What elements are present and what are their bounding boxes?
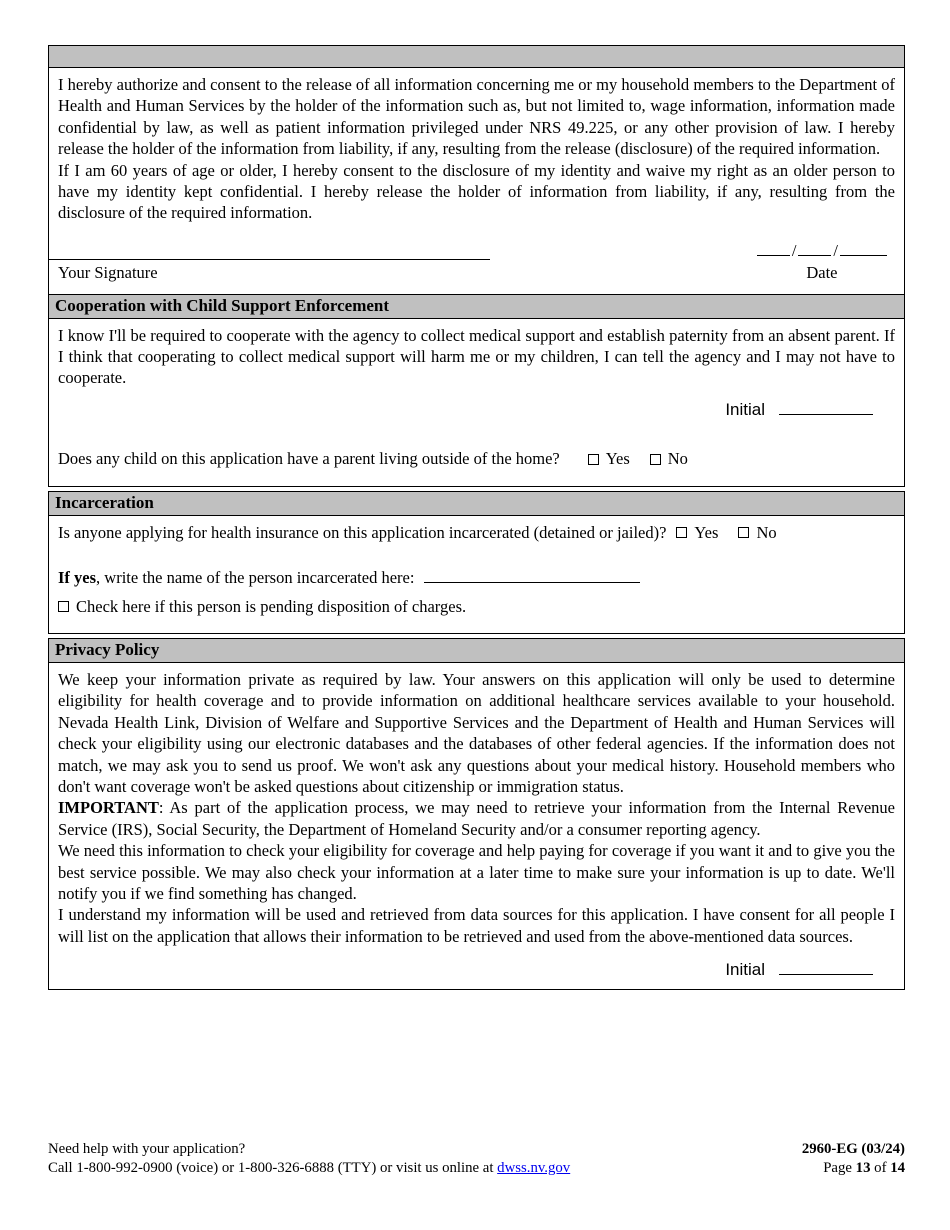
checkbox-no-icon[interactable] [738,527,749,538]
pending-checkbox-label: Check here if this person is pending disposition of charges. [76,596,467,616]
date-slash: / [791,240,797,260]
date-label: Date [806,263,838,283]
if-yes-rest: , write the name of the person incarcerated here: [96,568,415,588]
help-line-1: Need help with your application? [48,1141,246,1157]
signature-date-row [58,240,895,284]
release-paragraph-1: I hereby authorize and consent to the release of all information concerning me or my household members to the Department of Health and Human Services by the holder of the information such as, but not limited to, wage information, information made confidential by law, as well as patient information privileged under NRS 49.225, or any other provision of law. I hereby release the holder of the information from liability, if any, resulting from the release (disclosure) of the required information. [58,75,895,159]
date-day-line[interactable] [798,241,831,256]
form-number: 2960-EG (03/24) [801,1141,905,1157]
initial-row [58,959,895,980]
yes-label: Yes [605,449,630,469]
date-year-line[interactable] [840,241,887,256]
important-bold: IMPORTANT [58,798,159,818]
help-line-2-text: Call 1-800-992-0900 (voice) or 1-800-326-6888 (TTY) or visit us online at [48,1160,498,1176]
incarceration-header: Incarceration [49,492,904,516]
page-current: 13 [855,1160,871,1176]
release-consent-section [48,45,905,295]
signature-line[interactable] [49,259,490,260]
checkbox-yes-icon[interactable] [588,454,599,465]
incarcerated-name-line[interactable] [424,568,640,583]
privacy-paragraph-4: I understand my information will be used and retrieved from data sources for this application. I have consent for all people I will list on the application that allows their information to be retrieved and used from the above-mentioned data sources. [58,905,895,946]
child-support-header: Cooperation with Child Support Enforcement [49,295,904,319]
dwss-link[interactable]: dwss.nv.gov [497,1160,571,1176]
help-line-2 [48,1159,570,1178]
pending-charges-row [58,596,895,617]
page-label: Page [823,1160,856,1176]
child-support-section [48,295,905,487]
child-support-paragraph: I know I'll be required to cooperate with the agency to collect medical support and establish paternity from an absent parent. If I think that cooperating to collect medical support will harm me or my children, I can tell the agency and I may not have to cooperate. [58,325,895,388]
important-rest: : As part of the application process, we may need to retrieve your information from the Internal Revenue Service (IRS), Social Security, the Department of Homeland Security and/or a consumer reporting agency. [58,798,895,839]
signature-label: Your Signature [58,263,158,283]
no-label: No [667,449,688,469]
checkbox-no-icon[interactable] [650,454,661,465]
initial-row [58,399,895,420]
page-total: 14 [890,1160,905,1176]
date-month-line[interactable] [757,241,790,256]
incarceration-section [48,491,905,634]
date-slash: / [833,240,838,260]
form-page [48,45,905,990]
initial-label: Initial [725,960,765,980]
checkbox-yes-icon[interactable] [676,527,687,538]
page-footer [48,1140,905,1178]
no-label: No [756,522,777,542]
initial-line[interactable] [779,960,873,975]
pending-checkbox-icon[interactable] [58,601,69,612]
privacy-paragraph-3: We need this information to check your eligibility for coverage and help paying for coverage if you want it and to give you the best service possible. We may also check your information at a later time to make sure your information is up to date. We'll notify you if we find something has changed. [58,841,895,903]
section-header-bar-empty [49,46,904,68]
page-of: of [870,1160,891,1176]
initial-line[interactable] [779,400,873,415]
privacy-policy-section [48,638,905,990]
if-yes-row [58,567,895,588]
privacy-policy-header: Privacy Policy [49,639,904,663]
release-paragraph-2: If I am 60 years of age or older, I hereby consent to the disclosure of my identity and waive my right as an older person to have my identity kept confidential. I hereby release the holder of information from liability, if any, resulting from the disclosure of the required information. [58,160,895,223]
privacy-paragraph-1: We keep your information private as required by law. Your answers on this application will only be used to determine eligibility for health coverage and to provide information on additional healthcare services available to your household. Nevada Health Link, Division of Welfare and Supportive Services and the Department of Health and Human Services will check your eligibility using our electronic databases and the databases of other federal agencies. If the information does not match, we may ask you to send us proof. We won't ask any questions about your medical history. Household members who don't want coverage won't be asked questions about citizenship or immigration status. [58,669,895,796]
if-yes-bold: If yes [58,568,97,588]
page-indicator [802,1159,905,1178]
initial-label: Initial [725,399,765,419]
date-field[interactable] [757,240,887,261]
yes-label: Yes [694,522,719,542]
parent-outside-question: Does any child on this application have a parent living outside of the home? [58,449,560,469]
incarcerated-question: Is anyone applying for health insurance on this application incarcerated (detained or jailed)? [58,522,667,542]
parent-outside-question-row [58,448,895,469]
incarcerated-question-row [58,522,895,543]
privacy-important-paragraph [58,797,895,840]
